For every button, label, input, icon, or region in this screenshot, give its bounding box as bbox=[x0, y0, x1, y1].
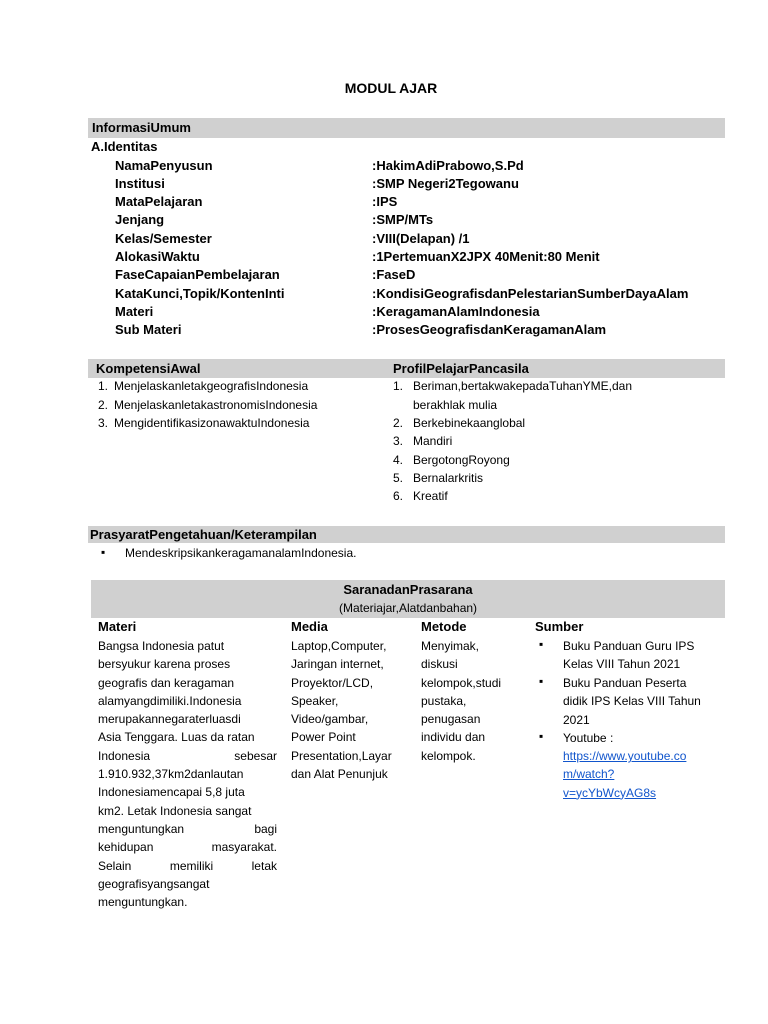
materi-text bbox=[98, 637, 277, 911]
informasi-umum-label: InformasiUmum bbox=[92, 120, 191, 135]
text-line: bersyukur karena proses bbox=[98, 657, 231, 672]
identity-value: :SMP/MTs bbox=[372, 212, 434, 227]
link-line[interactable]: v=ycYbWcyAG8s bbox=[563, 785, 657, 800]
identity-label: Sub Materi bbox=[115, 322, 182, 337]
text-line: didik IPS Kelas VIII Tahun bbox=[563, 694, 701, 709]
profil-item: Kreatif bbox=[413, 489, 448, 503]
text-line: 1.910.932,37km2danlautan bbox=[98, 767, 244, 782]
text-word: bagi bbox=[254, 821, 277, 836]
prasyarat-label: PrasyaratPengetahuan/Keterampilan bbox=[90, 527, 317, 542]
youtube-link[interactable] bbox=[563, 747, 723, 802]
identity-label: NamaPenyusun bbox=[115, 158, 213, 173]
page-title: MODUL AJAR bbox=[344, 80, 438, 96]
text-line: kelompok. bbox=[421, 748, 476, 763]
sarana-title: SaranadanPrasarana bbox=[343, 582, 473, 597]
identity-value: :KondisiGeografisdanPelestarianSumberDayaAlam bbox=[372, 286, 689, 301]
text-line: alamyangdimiliki.Indonesia bbox=[98, 693, 242, 708]
text-line: Power Point bbox=[291, 730, 356, 745]
text-line: Presentation,Layar bbox=[291, 748, 392, 763]
section-header-prasyarat bbox=[88, 526, 725, 543]
text-line: km2. Letak Indonesia sangat bbox=[98, 803, 252, 818]
identity-value: :SMP Negeri2Tegowanu bbox=[372, 176, 519, 191]
link-line[interactable]: m/watch? bbox=[563, 767, 615, 782]
text-word: letak bbox=[251, 858, 277, 873]
identity-label: FaseCapaianPembelajaran bbox=[115, 267, 280, 282]
kompetensi-awal-label: KompetensiAwal bbox=[96, 361, 201, 376]
kompetensi-item: MengidentifikasizonawaktuIndonesia bbox=[114, 416, 310, 430]
column-header-materi: Materi bbox=[98, 619, 137, 634]
text-line: 2021 bbox=[563, 712, 590, 727]
text-line: Laptop,Computer, bbox=[291, 639, 387, 653]
bullet-icon: ▪ bbox=[539, 729, 544, 743]
sumber-item bbox=[563, 637, 719, 674]
sarana-subtitle: (Materiajar,Alatdanbahan) bbox=[338, 601, 478, 615]
identity-label: AlokasiWaktu bbox=[115, 249, 200, 264]
kompetensi-item: MenjelaskanletakgeografisIndonesia bbox=[114, 379, 309, 393]
text-line: Jaringan internet, bbox=[291, 657, 384, 672]
section-header-kompetensi-profil bbox=[88, 359, 725, 378]
identity-section-title: A.Identitas bbox=[91, 139, 158, 154]
identity-label: MataPelajaran bbox=[115, 194, 203, 209]
identity-value: :ProsesGeografisdanKeragamanAlam bbox=[372, 322, 607, 337]
identity-value: :IPS bbox=[372, 194, 398, 209]
list-item-number: 5. bbox=[393, 471, 404, 485]
text-word: sebesar bbox=[234, 748, 277, 763]
text-line: merupakannegaraterluasdi bbox=[98, 712, 241, 727]
profil-item: Mandiri bbox=[413, 434, 453, 448]
text-line: Asia Tenggara. Luas da ratan bbox=[98, 730, 255, 745]
profil-item: Berkebinekaanglobal bbox=[413, 416, 526, 430]
text-line: Speaker, bbox=[291, 693, 339, 708]
list-item-number: 2. bbox=[393, 416, 404, 430]
text-line: Proyektor/LCD, bbox=[291, 675, 374, 690]
column-header-sumber: Sumber bbox=[535, 619, 584, 634]
profil-item: Bernalarkritis bbox=[413, 471, 484, 485]
text-line: Buku Panduan Guru IPS bbox=[563, 639, 695, 653]
text-line: Buku Panduan Peserta bbox=[563, 676, 687, 690]
list-item-number: 1. bbox=[98, 379, 109, 393]
text-line bbox=[98, 857, 277, 875]
text-line: geografis dan keragaman bbox=[98, 675, 235, 690]
profil-item: BergotongRoyong bbox=[413, 453, 510, 467]
list-item-number: 6. bbox=[393, 489, 404, 503]
media-text bbox=[291, 637, 416, 783]
identity-label: Materi bbox=[115, 304, 154, 319]
text-line: diskusi bbox=[421, 657, 458, 672]
identity-value: :HakimAdiPrabowo,S.Pd bbox=[372, 158, 524, 173]
kompetensi-item: MenjelaskanletakastronomisIndonesia bbox=[114, 398, 318, 412]
identity-label: Jenjang bbox=[115, 212, 165, 227]
identity-label: Kelas/Semester bbox=[115, 231, 212, 246]
text-word: menguntungkan bbox=[98, 821, 185, 836]
profil-pelajar-label: ProfilPelajarPancasila bbox=[393, 361, 529, 376]
text-line: kelompok,studi bbox=[421, 675, 502, 690]
identity-label: Institusi bbox=[115, 176, 165, 191]
text-line: Video/gambar, bbox=[291, 712, 369, 727]
text-line: Indonesiamencapai 5,8 juta bbox=[98, 785, 245, 800]
list-item-number: 3. bbox=[98, 416, 109, 430]
identity-value: :KeragamanAlamIndonesia bbox=[372, 304, 540, 319]
text-word: Selain bbox=[98, 858, 132, 873]
text-line: Youtube : bbox=[563, 731, 614, 745]
column-header-metode: Metode bbox=[421, 619, 467, 634]
text-line: dan Alat Penunjuk bbox=[291, 767, 388, 782]
metode-text bbox=[421, 637, 526, 765]
sumber-item bbox=[563, 674, 719, 729]
bullet-icon: ▪ bbox=[101, 545, 106, 559]
text-word: memiliki bbox=[169, 858, 214, 873]
text-word: masyarakat. bbox=[211, 840, 277, 855]
profil-item-continued: berakhlak mulia bbox=[413, 398, 498, 412]
text-line: menguntungkan. bbox=[98, 895, 188, 910]
list-item-number: 2. bbox=[98, 398, 109, 412]
text-line bbox=[98, 820, 277, 838]
identity-value: :1PertemuanX2JPX 40Menit:80 Menit bbox=[372, 249, 600, 264]
link-line[interactable]: https://www.youtube.co bbox=[563, 749, 687, 763]
text-line: geografisyangsangat bbox=[98, 876, 210, 891]
list-item-number: 3. bbox=[393, 434, 404, 448]
identity-value: :VIII(Delapan) /1 bbox=[372, 231, 470, 246]
prasyarat-item: MendeskripsikankeragamanalamIndonesia. bbox=[125, 546, 357, 560]
text-word: Indonesia bbox=[98, 748, 151, 763]
section-header-informasi-umum bbox=[88, 118, 725, 138]
text-line: pustaka, bbox=[421, 693, 467, 708]
text-line: individu dan bbox=[421, 730, 486, 745]
bullet-icon: ▪ bbox=[539, 674, 544, 688]
text-line bbox=[98, 838, 277, 856]
text-line: Bangsa Indonesia patut bbox=[98, 639, 225, 653]
bullet-icon: ▪ bbox=[539, 637, 544, 651]
sumber-item bbox=[563, 729, 719, 747]
column-header-media: Media bbox=[291, 619, 328, 634]
text-line: penugasan bbox=[421, 712, 481, 727]
sarana-header bbox=[91, 580, 725, 618]
text-line: Menyimak, bbox=[421, 639, 480, 653]
text-line bbox=[98, 747, 277, 765]
text-line: Kelas VIII Tahun 2021 bbox=[563, 657, 681, 672]
identity-value: :FaseD bbox=[372, 267, 416, 282]
list-item-number: 1. bbox=[393, 379, 404, 393]
identity-label: KataKunci,Topik/KontenInti bbox=[115, 286, 285, 301]
list-item-number: 4. bbox=[393, 453, 404, 467]
text-word: kehidupan bbox=[98, 840, 154, 855]
profil-item: Beriman,bertakwakepadaTuhanYME,dan bbox=[413, 379, 633, 393]
